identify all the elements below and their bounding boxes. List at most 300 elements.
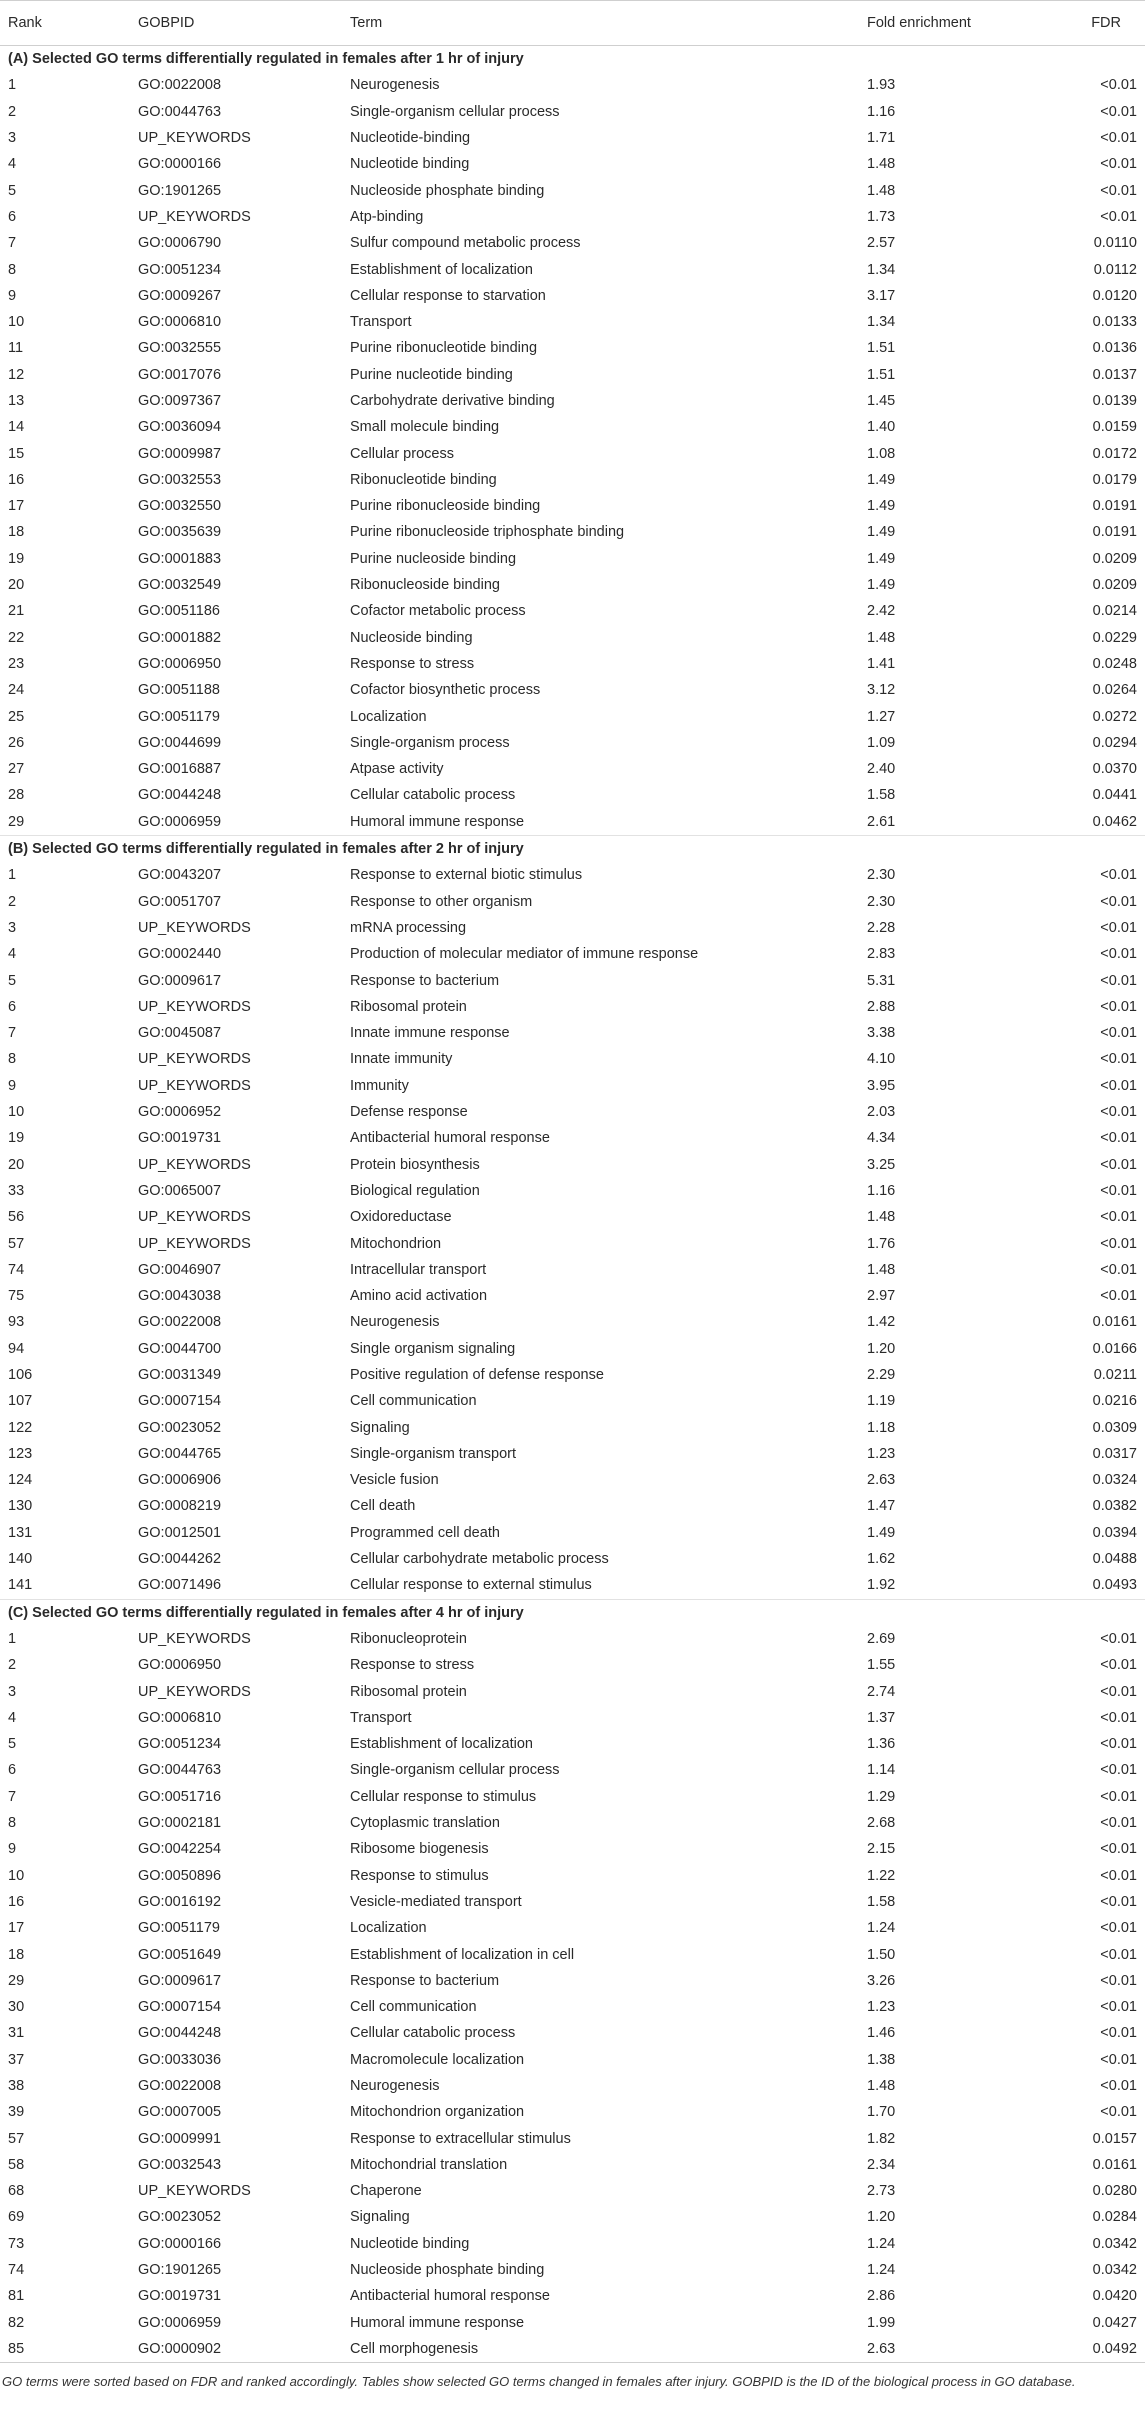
cell-gobpid: GO:0002440 — [138, 946, 222, 963]
cell-gobpid: GO:0045087 — [138, 1025, 222, 1042]
cell-gobpid: UP_KEYWORDS — [138, 2183, 251, 2200]
cell-fdr: <0.01 — [1100, 1736, 1137, 1753]
cell-fold: 2.97 — [867, 1288, 896, 1305]
cell-fold: 2.63 — [867, 1472, 896, 1489]
cell-fold: 1.48 — [867, 156, 896, 173]
table-row — [0, 1073, 1145, 1099]
cell-term: Single organism signaling — [350, 1340, 516, 1357]
cell-rank: 123 — [8, 1445, 33, 1462]
cell-gobpid: GO:0007005 — [138, 2104, 222, 2121]
cell-rank: 82 — [8, 2314, 25, 2331]
table-row — [0, 1336, 1145, 1362]
cell-term: Transport — [350, 1709, 412, 1726]
cell-fold: 1.58 — [867, 787, 896, 804]
cell-rank: 8 — [8, 1051, 17, 1068]
cell-fdr: 0.0272 — [1092, 708, 1137, 725]
cell-fold: 2.30 — [867, 867, 896, 884]
section-header-row — [0, 835, 1145, 862]
cell-fdr: 0.0294 — [1092, 734, 1137, 751]
cell-rank: 1 — [8, 77, 17, 94]
table-row — [0, 283, 1145, 309]
cell-rank: 23 — [8, 655, 25, 672]
cell-fdr: <0.01 — [1100, 998, 1137, 1015]
cell-term: Transport — [350, 314, 412, 331]
table-row — [0, 994, 1145, 1020]
cell-gobpid: GO:0016192 — [138, 1893, 222, 1910]
cell-fold: 1.38 — [867, 2051, 896, 2068]
cell-term: Response to other organism — [350, 893, 533, 910]
cell-term: Chaperone — [350, 2183, 422, 2200]
section-header-row — [0, 46, 1145, 73]
cell-term: Cellular response to starvation — [350, 287, 546, 304]
cell-gobpid: UP_KEYWORDS — [138, 1683, 251, 1700]
cell-fold: 1.16 — [867, 103, 896, 120]
cell-fold: 1.36 — [867, 1736, 896, 1753]
cell-rank: 14 — [8, 419, 25, 436]
cell-fold: 1.49 — [867, 1524, 896, 1541]
cell-fdr: 0.0172 — [1092, 445, 1137, 462]
cell-fdr: <0.01 — [1100, 1182, 1137, 1199]
cell-rank: 4 — [8, 1709, 17, 1726]
table-row — [0, 1572, 1145, 1599]
cell-fdr: <0.01 — [1100, 1025, 1137, 1042]
cell-fdr: <0.01 — [1100, 1104, 1137, 1121]
cell-gobpid: GO:0006950 — [138, 1657, 222, 1674]
cell-term: Response to stress — [350, 1657, 475, 1674]
cell-fold: 3.17 — [867, 287, 896, 304]
cell-fdr: 0.0159 — [1092, 419, 1137, 436]
cell-term: Localization — [350, 708, 427, 725]
cell-fold: 2.61 — [867, 813, 896, 830]
header-term: Term — [342, 1, 859, 46]
cell-fold: 2.86 — [867, 2288, 896, 2305]
cell-fold: 3.38 — [867, 1025, 896, 1042]
cell-gobpid: GO:0016887 — [138, 761, 222, 778]
cell-term: Cellular catabolic process — [350, 787, 516, 804]
table-row — [0, 99, 1145, 125]
cell-rank: 6 — [8, 998, 17, 1015]
cell-rank: 7 — [8, 235, 17, 252]
cell-fdr: 0.0191 — [1092, 498, 1137, 515]
cell-rank: 68 — [8, 2183, 25, 2200]
table-row — [0, 151, 1145, 177]
cell-rank: 57 — [8, 1235, 25, 1252]
cell-gobpid: GO:0007154 — [138, 1999, 222, 2016]
cell-gobpid: GO:0044700 — [138, 1340, 222, 1357]
cell-fold: 1.20 — [867, 1340, 896, 1357]
cell-rank: 2 — [8, 103, 17, 120]
cell-gobpid: GO:0044262 — [138, 1551, 222, 1568]
cell-fdr: <0.01 — [1100, 103, 1137, 120]
cell-rank: 74 — [8, 1261, 25, 1278]
cell-fdr: <0.01 — [1100, 1077, 1137, 1094]
table-row — [0, 467, 1145, 493]
cell-fold: 1.51 — [867, 340, 896, 357]
table-row — [0, 2020, 1145, 2046]
cell-fold: 4.34 — [867, 1130, 896, 1147]
cell-rank: 29 — [8, 813, 25, 830]
cell-gobpid: GO:0044248 — [138, 2025, 222, 2042]
cell-rank: 31 — [8, 2025, 25, 2042]
cell-term: Neurogenesis — [350, 77, 440, 94]
cell-rank: 25 — [8, 708, 25, 725]
cell-rank: 107 — [8, 1393, 33, 1410]
cell-fdr: 0.0214 — [1092, 603, 1137, 620]
cell-gobpid: GO:0000166 — [138, 2235, 222, 2252]
cell-gobpid: UP_KEYWORDS — [138, 1235, 251, 1252]
cell-fdr: 0.0216 — [1092, 1393, 1137, 1410]
cell-fold: 1.34 — [867, 261, 896, 278]
table-row — [0, 2125, 1145, 2151]
table-row — [0, 414, 1145, 440]
cell-gobpid: GO:0022008 — [138, 1314, 222, 1331]
table-row — [0, 546, 1145, 572]
cell-gobpid: UP_KEYWORDS — [138, 1051, 251, 1068]
cell-term: Purine nucleotide binding — [350, 366, 513, 383]
cell-gobpid: GO:0043038 — [138, 1288, 222, 1305]
table-row — [0, 1731, 1145, 1757]
cell-gobpid: GO:0051188 — [138, 682, 220, 699]
cell-term: Establishment of localization — [350, 1736, 533, 1753]
cell-gobpid: GO:0006810 — [138, 314, 222, 331]
cell-gobpid: GO:0023052 — [138, 1419, 222, 1436]
cell-rank: 3 — [8, 1683, 17, 1700]
cell-rank: 17 — [8, 1920, 25, 1937]
cell-rank: 11 — [8, 340, 24, 357]
section-title: (A) Selected GO terms differentially regulated in females after 1 hr of injury — [0, 46, 1145, 73]
table-row — [0, 1678, 1145, 1704]
cell-fold: 1.47 — [867, 1498, 896, 1515]
cell-term: Nucleotide-binding — [350, 130, 471, 147]
table-row — [0, 730, 1145, 756]
table-row — [0, 493, 1145, 519]
cell-fold: 1.48 — [867, 182, 896, 199]
cell-fold: 1.48 — [867, 1261, 896, 1278]
cell-term: Mitochondrion — [350, 1235, 442, 1252]
cell-gobpid: GO:0009991 — [138, 2130, 222, 2147]
cell-term: Nucleotide binding — [350, 156, 470, 173]
table-footnote: GO terms were sorted based on FDR and ranked accordingly. Tables show selected GO terms changed in females after injury. GOBPID is the ID of the biological process in GO database. — [2, 2374, 1076, 2390]
cell-fold: 2.63 — [859, 2336, 1033, 2363]
cell-rank: 22 — [8, 629, 25, 646]
cell-fold: 1.23 — [867, 1445, 896, 1462]
cell-fold: 1.93 — [867, 77, 896, 94]
cell-term: Humoral immune response — [350, 2314, 525, 2331]
cell-term: Single-organism cellular process — [350, 1762, 560, 1779]
cell-fdr: 0.0427 — [1092, 2314, 1137, 2331]
cell-fdr: 0.0211 — [1093, 1366, 1137, 1383]
table-row — [0, 1994, 1145, 2020]
cell-rank: 19 — [8, 1130, 25, 1147]
cell-term: Vesicle fusion — [350, 1472, 439, 1489]
cell-fdr: <0.01 — [1100, 1999, 1137, 2016]
cell-term: Nucleoside phosphate binding — [350, 2262, 545, 2279]
cell-fdr: 0.0112 — [1093, 261, 1137, 278]
table-row — [0, 1652, 1145, 1678]
table-row — [0, 1046, 1145, 1072]
cell-rank: 2 — [8, 893, 17, 910]
cell-gobpid: GO:1901265 — [138, 182, 222, 199]
table-row — [0, 1362, 1145, 1388]
cell-fdr: 0.0324 — [1092, 1472, 1137, 1489]
cell-rank: 39 — [8, 2104, 25, 2121]
table-row — [0, 782, 1145, 808]
cell-gobpid: GO:0006790 — [138, 235, 222, 252]
cell-term: Cellular catabolic process — [350, 2025, 516, 2042]
cell-rank: 8 — [8, 1815, 17, 1832]
table-row — [0, 889, 1145, 915]
cell-gobpid: GO:0006952 — [138, 1104, 222, 1121]
cell-fold: 4.10 — [867, 1051, 896, 1068]
cell-fdr: 0.0137 — [1092, 366, 1137, 383]
cell-fold: 1.14 — [867, 1762, 896, 1779]
cell-term: Innate immune response — [350, 1025, 510, 1042]
cell-rank: 30 — [8, 1999, 25, 2016]
cell-gobpid: GO:0065007 — [138, 1182, 222, 1199]
cell-fold: 1.48 — [867, 1209, 896, 1226]
cell-term: Single-organism cellular process — [350, 103, 560, 120]
cell-gobpid: UP_KEYWORDS — [138, 1077, 251, 1094]
cell-gobpid: GO:0009267 — [138, 287, 222, 304]
cell-gobpid: GO:0001883 — [138, 550, 222, 567]
table-row — [0, 1546, 1145, 1572]
cell-fdr: <0.01 — [1100, 1235, 1137, 1252]
cell-gobpid: GO:0044699 — [138, 734, 222, 751]
cell-fold: 3.12 — [867, 682, 896, 699]
cell-fdr: <0.01 — [1100, 1156, 1137, 1173]
cell-gobpid: GO:0036094 — [138, 419, 222, 436]
cell-fdr: 0.0382 — [1092, 1498, 1137, 1515]
cell-fold: 1.18 — [867, 1419, 896, 1436]
table-row — [0, 440, 1145, 466]
cell-gobpid: GO:0097367 — [138, 393, 222, 409]
cell-fdr: <0.01 — [1100, 1788, 1137, 1805]
header-row — [0, 1, 1145, 46]
cell-term: Oxidoreductase — [350, 1209, 452, 1226]
cell-term: Cell communication — [350, 1999, 477, 2016]
table-row — [0, 1520, 1145, 1546]
table-row — [0, 1283, 1145, 1309]
cell-gobpid: GO:0035639 — [138, 524, 222, 541]
cell-gobpid: GO:0023052 — [138, 2209, 222, 2226]
cell-fold: 3.26 — [867, 1972, 896, 1989]
cell-term: Innate immunity — [350, 1051, 453, 1068]
table-row — [0, 2178, 1145, 2204]
table-row — [0, 1915, 1145, 1941]
cell-fold: 1.48 — [867, 629, 896, 646]
cell-gobpid: GO:0012501 — [138, 1524, 222, 1541]
table-row — [0, 1125, 1145, 1151]
cell-fdr: 0.0191 — [1092, 524, 1137, 541]
table-row — [0, 2073, 1145, 2099]
cell-term: Ribosome biogenesis — [350, 1841, 489, 1858]
table-row — [0, 1757, 1145, 1783]
cell-term: Single-organism transport — [350, 1445, 517, 1462]
cell-fdr: <0.01 — [1100, 972, 1137, 989]
cell-rank: 4 — [8, 156, 17, 173]
cell-fold: 2.74 — [867, 1683, 896, 1700]
cell-fold: 1.29 — [867, 1788, 896, 1805]
table-row — [0, 1862, 1145, 1888]
cell-term: Immunity — [350, 1077, 409, 1094]
table-row — [0, 915, 1145, 941]
cell-fdr: <0.01 — [1100, 1683, 1137, 1700]
cell-rank: 5 — [8, 972, 17, 989]
cell-fold: 1.46 — [867, 2025, 896, 2042]
cell-gobpid: GO:0071496 — [138, 1577, 222, 1594]
cell-fdr: 0.0209 — [1092, 550, 1137, 567]
cell-term: Neurogenesis — [350, 1314, 440, 1331]
cell-gobpid: GO:0032543 — [138, 2156, 222, 2173]
cell-fdr: 0.0209 — [1092, 577, 1137, 594]
table-row — [0, 1204, 1145, 1230]
cell-gobpid: UP_KEYWORDS — [138, 1156, 251, 1173]
cell-term: Cellular response to stimulus — [350, 1788, 537, 1805]
cell-gobpid: GO:0000902 — [130, 2336, 342, 2363]
cell-term: Response to stimulus — [350, 1867, 489, 1884]
cell-rank: 81 — [8, 2288, 25, 2305]
cell-rank: 26 — [8, 734, 25, 751]
cell-fold: 1.45 — [867, 393, 896, 409]
cell-rank: 124 — [8, 1472, 33, 1489]
cell-fdr: 0.0161 — [1092, 1314, 1137, 1331]
cell-fdr: <0.01 — [1100, 1261, 1137, 1278]
cell-fdr: 0.0157 — [1092, 2130, 1137, 2147]
cell-fold: 1.24 — [867, 2262, 896, 2279]
cell-term: Nucleoside binding — [350, 629, 473, 646]
table-row — [0, 1178, 1145, 1204]
cell-fold: 2.15 — [867, 1841, 896, 1858]
cell-term: Ribosomal protein — [350, 1683, 467, 1700]
section-header-row — [0, 1599, 1145, 1626]
cell-term: Purine ribonucleotide binding — [350, 340, 538, 357]
cell-fold: 1.58 — [867, 1893, 896, 1910]
cell-gobpid: GO:0051716 — [138, 1788, 222, 1805]
cell-term: Response to extracellular stimulus — [350, 2130, 571, 2147]
cell-term: Amino acid activation — [350, 1288, 488, 1305]
table-row — [0, 941, 1145, 967]
cell-rank: 9 — [8, 1077, 17, 1094]
table-row — [0, 1151, 1145, 1177]
cell-term: Response to stress — [350, 655, 475, 672]
cell-fdr: <0.01 — [1100, 1130, 1137, 1147]
table-row — [0, 1099, 1145, 1125]
cell-term: Humoral immune response — [350, 813, 525, 830]
cell-fdr: <0.01 — [1100, 77, 1137, 94]
cell-fdr: 0.0179 — [1092, 471, 1137, 488]
cell-fold: 1.27 — [867, 708, 896, 725]
cell-fdr: <0.01 — [1100, 156, 1137, 173]
cell-gobpid: GO:0044248 — [138, 787, 222, 804]
cell-gobpid: GO:0050896 — [138, 1867, 222, 1884]
cell-fold: 2.57 — [867, 235, 896, 252]
table-row — [0, 756, 1145, 782]
cell-term: Cell communication — [350, 1393, 477, 1410]
cell-rank: 7 — [8, 1025, 17, 1042]
cell-term: Cofactor metabolic process — [350, 603, 526, 620]
cell-fold: 2.34 — [867, 2156, 896, 2173]
cell-rank: 106 — [8, 1366, 33, 1383]
cell-rank: 1 — [8, 1630, 17, 1647]
cell-term: Small molecule binding — [350, 419, 500, 436]
cell-fdr: <0.01 — [1100, 1209, 1137, 1226]
cell-fdr: <0.01 — [1100, 1288, 1137, 1305]
cell-rank: 16 — [8, 1893, 25, 1910]
cell-rank: 130 — [8, 1498, 33, 1515]
cell-rank: 29 — [8, 1972, 25, 1989]
cell-gobpid: GO:1901265 — [138, 2262, 222, 2279]
cell-gobpid: UP_KEYWORDS — [138, 208, 251, 225]
cell-term: Programmed cell death — [350, 1524, 500, 1541]
table-row — [0, 1020, 1145, 1046]
cell-fold: 1.23 — [867, 1999, 896, 2016]
cell-fdr: 0.0133 — [1092, 314, 1137, 331]
cell-fold: 1.55 — [867, 1657, 896, 1674]
cell-gobpid: GO:0031349 — [138, 1366, 222, 1383]
cell-rank: 17 — [8, 498, 25, 515]
cell-rank: 5 — [8, 182, 17, 199]
cell-gobpid: GO:0001882 — [138, 629, 222, 646]
cell-rank: 16 — [8, 471, 25, 488]
cell-gobpid: GO:0022008 — [138, 77, 222, 94]
cell-fdr: <0.01 — [1100, 1841, 1137, 1858]
cell-rank: 7 — [8, 1788, 17, 1805]
cell-fdr: 0.0342 — [1092, 2262, 1137, 2279]
table-row — [0, 1626, 1145, 1652]
cell-gobpid: GO:0022008 — [138, 2078, 222, 2094]
cell-fdr: 0.0264 — [1092, 682, 1137, 699]
cell-gobpid: GO:0019731 — [138, 2288, 222, 2305]
table-row — [0, 72, 1145, 98]
table-row — [0, 2310, 1145, 2336]
cell-fold: 1.49 — [867, 498, 896, 515]
cell-gobpid: GO:0032553 — [138, 471, 222, 488]
cell-term: Ribonucleoside binding — [350, 577, 500, 594]
cell-rank: 10 — [8, 1867, 25, 1884]
cell-fdr: 0.0284 — [1092, 2209, 1137, 2226]
cell-fdr: <0.01 — [1100, 1972, 1137, 1989]
cell-gobpid: GO:0051234 — [138, 1736, 222, 1753]
cell-fdr: 0.0488 — [1092, 1551, 1137, 1568]
cell-rank: 6 — [8, 208, 17, 225]
cell-rank: 10 — [8, 1104, 25, 1121]
cell-term: Purine nucleoside binding — [350, 550, 517, 567]
cell-fold: 1.09 — [867, 734, 896, 751]
cell-rank: 20 — [8, 1156, 25, 1173]
cell-fdr: <0.01 — [1100, 1762, 1137, 1779]
cell-fdr: 0.0370 — [1092, 761, 1137, 778]
cell-fold: 1.49 — [867, 550, 896, 567]
cell-gobpid: GO:0006950 — [138, 655, 222, 672]
cell-gobpid: GO:0009617 — [138, 1972, 222, 1989]
cell-rank: 2 — [8, 1657, 17, 1674]
cell-term: Mitochondrial translation — [350, 2156, 508, 2173]
table-row — [0, 2257, 1145, 2283]
cell-rank: 94 — [8, 1340, 25, 1357]
cell-fdr: <0.01 — [1100, 1946, 1137, 1963]
cell-rank: 74 — [8, 2262, 25, 2279]
cell-term: Neurogenesis — [350, 2078, 440, 2094]
cell-fdr: 0.0441 — [1092, 787, 1137, 804]
cell-fdr: <0.01 — [1100, 946, 1137, 963]
table-row — [0, 1810, 1145, 1836]
table-row — [0, 1230, 1145, 1256]
cell-gobpid: UP_KEYWORDS — [138, 1630, 251, 1647]
cell-gobpid: GO:0006810 — [138, 1709, 222, 1726]
table-row — [0, 598, 1145, 624]
table-row — [0, 1968, 1145, 1994]
cell-gobpid: GO:0006906 — [138, 1472, 222, 1489]
